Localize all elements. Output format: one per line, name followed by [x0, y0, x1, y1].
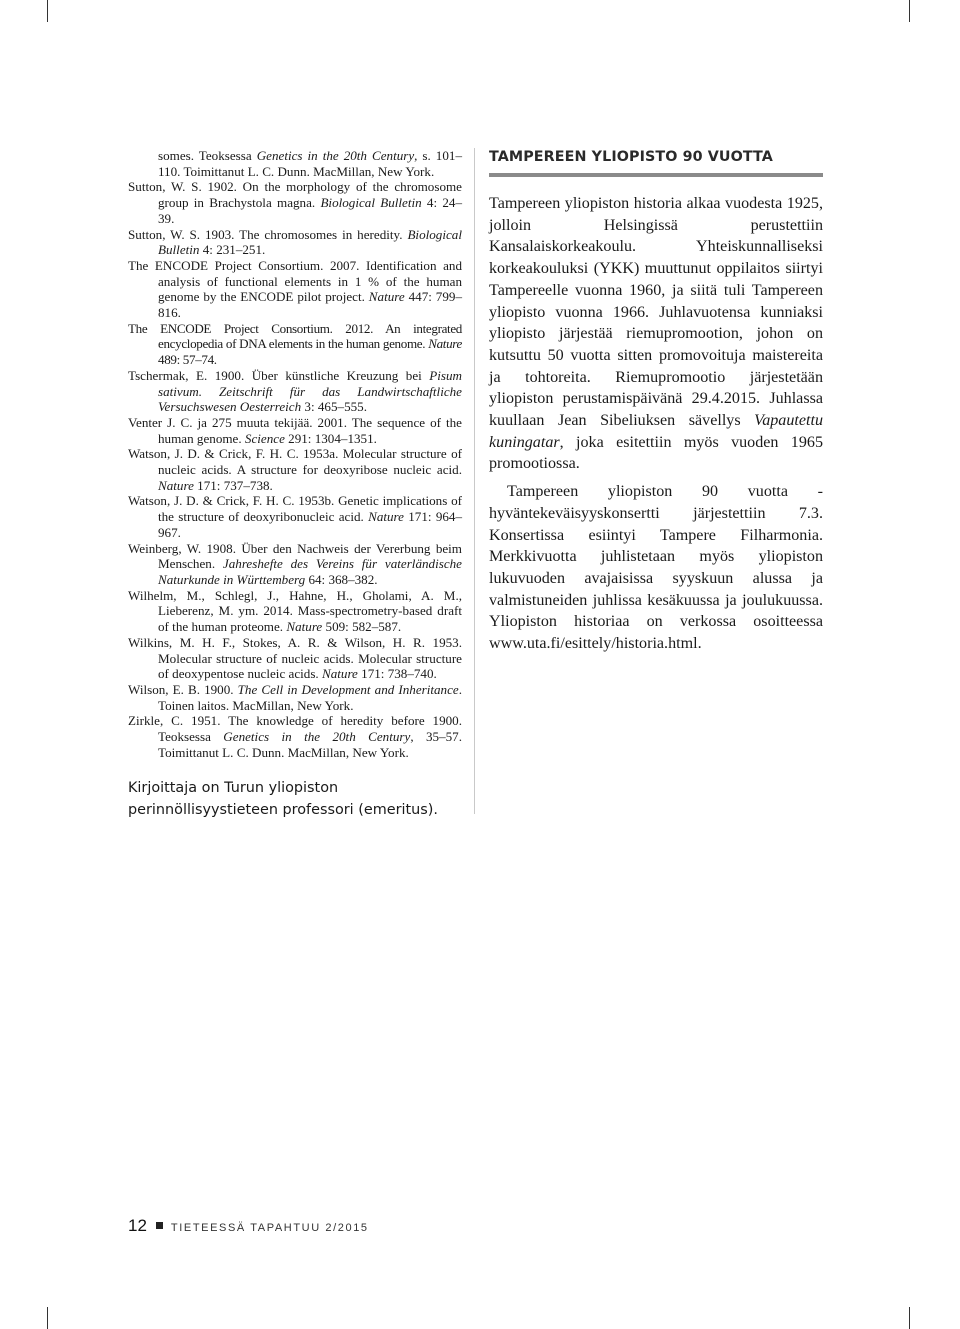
sidebar-body: [489, 193, 823, 655]
text-run: , joka esitettiin myös vuoden 1965 promootiossa.: [489, 433, 823, 473]
reference-entry: [128, 588, 462, 635]
crop-mark: [909, 0, 910, 22]
text-run: The ENCODE Project Consortium. 2012. An integrated encyclopedia of DNA elements in the human genome.: [128, 320, 462, 352]
crop-mark: [47, 0, 48, 22]
text-run: 4: 231–251.: [199, 242, 266, 258]
sidebar-heading: TAMPEREEN YLIOPISTO 90 VUOTTA: [489, 149, 773, 165]
reference-entry: [128, 682, 462, 713]
text-run: 3: 465–555.: [301, 399, 367, 415]
author-note: Kirjoittaja on Turun yliopiston perinnöllisyystieteen professori (emeritus).: [128, 780, 438, 818]
italic-text: Nature: [368, 289, 405, 305]
crop-mark: [909, 1307, 910, 1329]
italic-text: Nature: [368, 509, 404, 525]
italic-text: Nature: [428, 336, 462, 352]
sidebar-paragraph: [489, 193, 823, 475]
italic-text: Genetics in the 20th Century: [223, 729, 411, 745]
text-run: 171: 738–740.: [357, 666, 437, 682]
reference-list: [128, 148, 462, 760]
sidebar-paragraph: [489, 481, 823, 655]
journal-name: TIETEESSÄ TAPAHTUU 2/2015: [170, 1222, 369, 1234]
text-run: Tampereen yliopiston historia alkaa vuodesta 1925, jolloin Helsingissä perustettiin Kansalaiskorkeakoulu. Yhteiskunnalliseksi korkeakouluksi (YKK) muuttunut oppilaitos siirtyi Tampereelle vuonna 1960, ja siitä tuli Tampereen yliopisto vuonna 1966. Juhlavuotensa kunniaksi yliopisto järjestää riemupromootion, johon on kutsuttu 50 vuotta sitten promovoituja maistereita ja tohtoreita. Riemupromootio järjestetään yliopiston perustamispäivänä 29.4.2015. Juhlassa kuullaan Jean Sibeliuksen sävellys: [489, 195, 823, 430]
text-run: , s. 101–110. Toimittanut L. C. Dunn. MacMillan, New York.: [158, 148, 462, 179]
heading-rule: [489, 173, 823, 177]
text-run: The ENCODE Project Consortium. 2007. Identification and analysis of functional elements in 1 % of the human genome by the ENCODE pilot project.: [128, 257, 462, 305]
text-run: 171: 964–967.: [158, 509, 463, 540]
page-footer: [128, 1216, 369, 1236]
italic-text: Science: [244, 430, 285, 446]
reference-entry: [128, 148, 462, 179]
text-run: Sutton, W. S. 1903. The chromosomes in heredity.: [128, 226, 408, 242]
sidebar-box: [489, 148, 823, 655]
reference-entry: [128, 321, 462, 368]
text-run: Weinberg, W. 1908. Über den Nachweis der Vererbung beim Menschen.: [128, 540, 462, 572]
reference-entry: [128, 179, 462, 226]
text-run: Tampereen yliopiston 90 vuotta -hyväntekeväisyyskonsertti järjestettiin 7.3. Konsertissa esiintyi Tampere Filharmonia. Merkkivuotta juhlistetaan myös yliopiston lukuvuoden avajaisissa syyskuun alussa ja valmistuneiden juhlissa kesäkuussa ja joulukuussa. Yliopiston historiaa on verkossa osoitteessa www.uta.fi/esittely/historia.html.: [489, 483, 823, 653]
text-run: somes. Teoksessa: [158, 148, 257, 163]
italic-text: Biological Bulletin: [158, 226, 462, 258]
text-run: 489: 57–74.: [158, 352, 217, 368]
text-run: Wilson, E. B. 1900.: [128, 681, 238, 697]
text-run: 509: 582–587.: [322, 619, 402, 635]
reference-entry: [128, 635, 462, 682]
reference-entry: [128, 415, 462, 446]
text-run: Zirkle, C. 1951. The knowledge of heredity before 1900. Teoksessa: [128, 713, 462, 745]
crop-mark: [47, 1307, 48, 1329]
text-run: Tschermak, E. 1900. Über künstliche Kreuzung bei: [128, 367, 430, 383]
column-divider: [474, 148, 475, 814]
text-run: 447: 799–816.: [158, 289, 462, 321]
italic-text: Nature: [321, 666, 358, 682]
italic-text: Nature: [286, 619, 323, 635]
italic-text: Genetics in the 20th Century: [256, 148, 415, 163]
reference-entry: [128, 541, 462, 588]
text-run: . Toinen laitos. MacMillan, New York.: [158, 681, 462, 713]
italic-text: Nature: [158, 477, 194, 493]
italic-text: Vapautettu kuningatar: [489, 412, 823, 451]
italic-text: Biological Bulletin: [320, 195, 422, 211]
text-run: , 35–57. Toimittanut L. C. Dunn. MacMillan, New York.: [158, 729, 462, 760]
reference-entry: [128, 258, 462, 321]
text-run: Wilkins, M. H. F., Stokes, A. R. & Wilson, H. R. 1953. Molecular structure of nucleic acids. Molecular structure of deoxypentose nucleic acids.: [128, 634, 462, 682]
page-number: 12: [128, 1216, 147, 1235]
reference-entry: [128, 713, 462, 760]
text-run: Sutton, W. S. 1902. On the morphology of the chromosome group in Brachystola magna.: [128, 179, 462, 211]
text-run: Venter J. C. ja 275 muuta tekijää. 2001. The sequence of the human genome.: [128, 414, 462, 446]
reference-entry: [128, 446, 462, 493]
text-run: Watson, J. D. & Crick, F. H. C. 1953b. Genetic implications of the structure of deoxyribonucleic acid.: [128, 493, 462, 525]
text-run: 171: 737–738.: [193, 477, 273, 493]
italic-text: Jahreshefte des Vereins für vaterländische Naturkunde in Württemberg: [158, 556, 462, 587]
text-run: Wilhelm, M., Schlegl, J., Hahne, H., Gholami, A. M., Lieberenz, M. ym. 2014. Mass-spectrometry-based draft of the human proteome.: [128, 587, 462, 635]
text-run: 4: 24–39.: [158, 195, 463, 226]
reference-entry: [128, 368, 462, 415]
text-run: Watson, J. D. & Crick, F. H. C. 1953a. Molecular structure of nucleic acids. A structure for deoxyribose nucleic acid.: [128, 446, 462, 478]
reference-entry: [128, 227, 462, 258]
italic-text: The Cell in Development and Inheritance: [237, 681, 459, 697]
text-run: 291: 1304–1351.: [284, 430, 377, 446]
text-run: 64: 368–382.: [305, 571, 378, 587]
reference-entry: [128, 493, 462, 540]
square-bullet-icon: [156, 1222, 163, 1229]
italic-text: Pisum sativum. Zeitschrift für das Landwirtschaftliche Versuchswesen Oesterreich: [158, 367, 462, 415]
